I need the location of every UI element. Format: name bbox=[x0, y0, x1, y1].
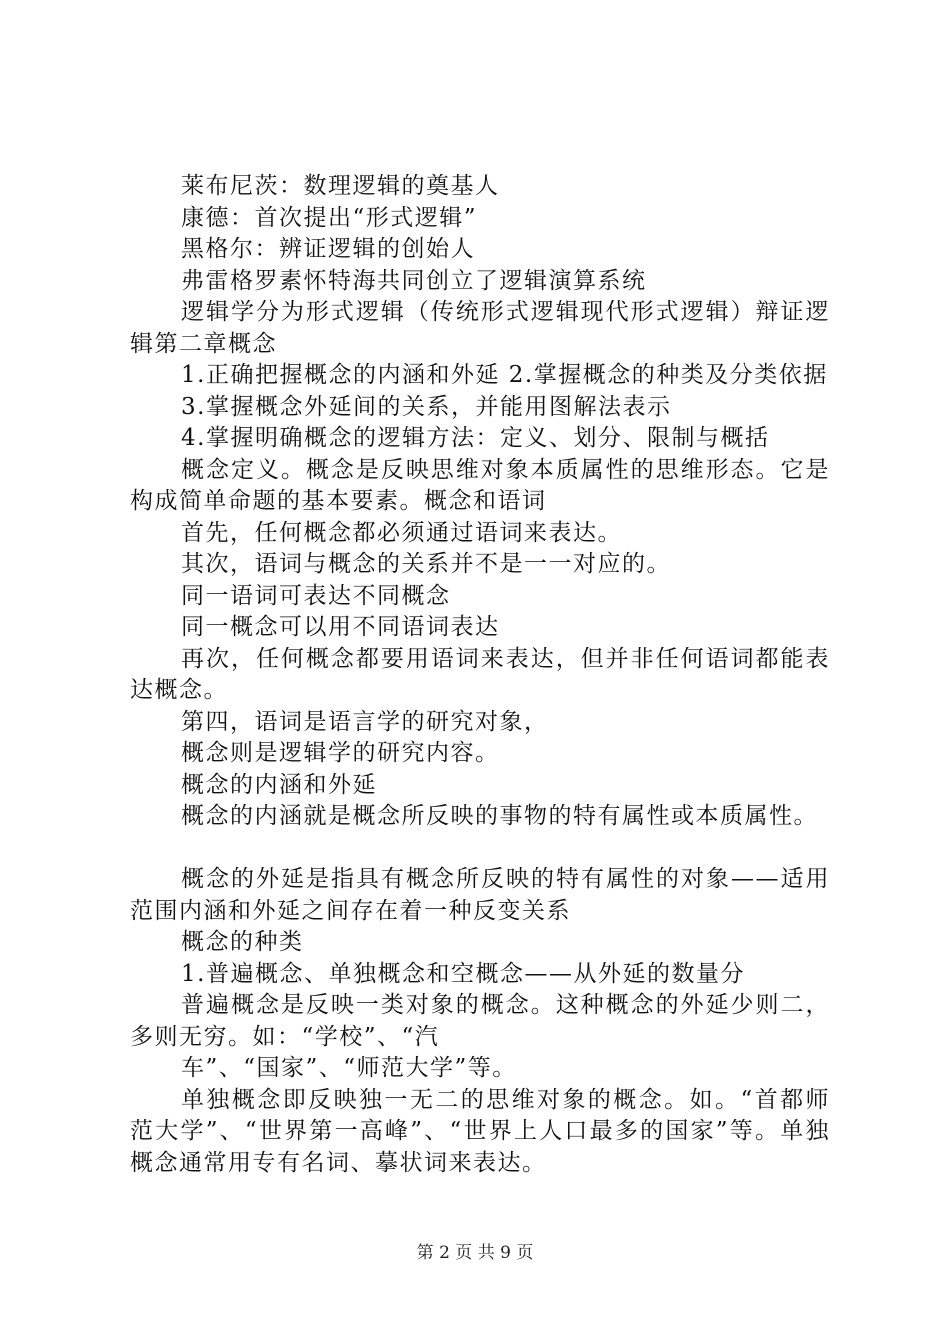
document-body bbox=[130, 171, 830, 1179]
section-heading: 概念的种类 bbox=[181, 929, 304, 955]
paragraph: 车”、“国家”、“师范大学”等。 bbox=[181, 1055, 517, 1081]
paragraph: 1.正确把握概念的内涵和外延 2.掌握概念的种类及分类依据 bbox=[181, 362, 828, 388]
section-heading: 概念的内涵和外延 bbox=[181, 771, 377, 798]
paragraph: 1.普遍概念、单独概念和空概念——从外延的数量分 bbox=[181, 960, 745, 987]
paragraph: 逻辑学分为形式逻辑（传统形式逻辑现代形式逻辑）辩证逻辑第二章概念 bbox=[130, 299, 830, 357]
paragraph: 同一概念可以用不同语词表达 bbox=[181, 614, 500, 640]
paragraph: 普遍概念是反映一类对象的概念。这种概念的外延少则二，多则无穷。如：“学校”、“汽 bbox=[130, 992, 830, 1050]
paragraph: 同一语词可表达不同概念 bbox=[181, 582, 451, 609]
paragraph: 莱布尼茨：数理逻辑的奠基人 bbox=[181, 173, 500, 199]
paragraph: 4.掌握明确概念的逻辑方法：定义、划分、限制与概括 bbox=[181, 425, 770, 451]
paragraph: 第四，语词是语言学的研究对象， bbox=[181, 708, 549, 735]
paragraph: 概念则是逻辑学的研究内容。 bbox=[181, 740, 500, 766]
paragraph: 3.掌握概念外延间的关系，并能用图解法表示 bbox=[181, 393, 672, 420]
paragraph: 首先，任何概念都必须通过语词来表达。 bbox=[181, 519, 622, 546]
paragraph: 康德：首次提出“形式逻辑” bbox=[181, 204, 478, 231]
paragraph: 概念的内涵就是概念所反映的事物的特有属性或本质属性。 bbox=[181, 803, 818, 829]
blank-line bbox=[130, 833, 830, 865]
paragraph: 概念的外延是指具有概念所反映的特有属性的对象——适用范围内涵和外延之间存在着一种反变关系 bbox=[130, 866, 830, 924]
paragraph: 其次，语词与概念的关系并不是一一对应的。 bbox=[181, 551, 671, 577]
paragraph: 再次，任何概念都要用语词来表达，但并非任何语词都能表达概念。 bbox=[130, 645, 830, 703]
paragraph: 单独概念即反映独一无二的思维对象的概念。如。“首都师范大学”、“世界第一高峰”、“世界上人口最多的国家”等。单独概念通常用专有名词、摹状词来表达。 bbox=[130, 1086, 830, 1176]
page-number-footer: 第 2 页 共 9 页 bbox=[416, 1243, 534, 1263]
paragraph: 概念定义。概念是反映思维对象本质属性的思维形态。它是构成简单命题的基本要素。概念和语词 bbox=[130, 456, 830, 514]
paragraph: 黑格尔：辨证逻辑的创始人 bbox=[181, 236, 475, 262]
paragraph: 弗雷格罗素怀特海共同创立了逻辑演算系统 bbox=[181, 267, 647, 294]
